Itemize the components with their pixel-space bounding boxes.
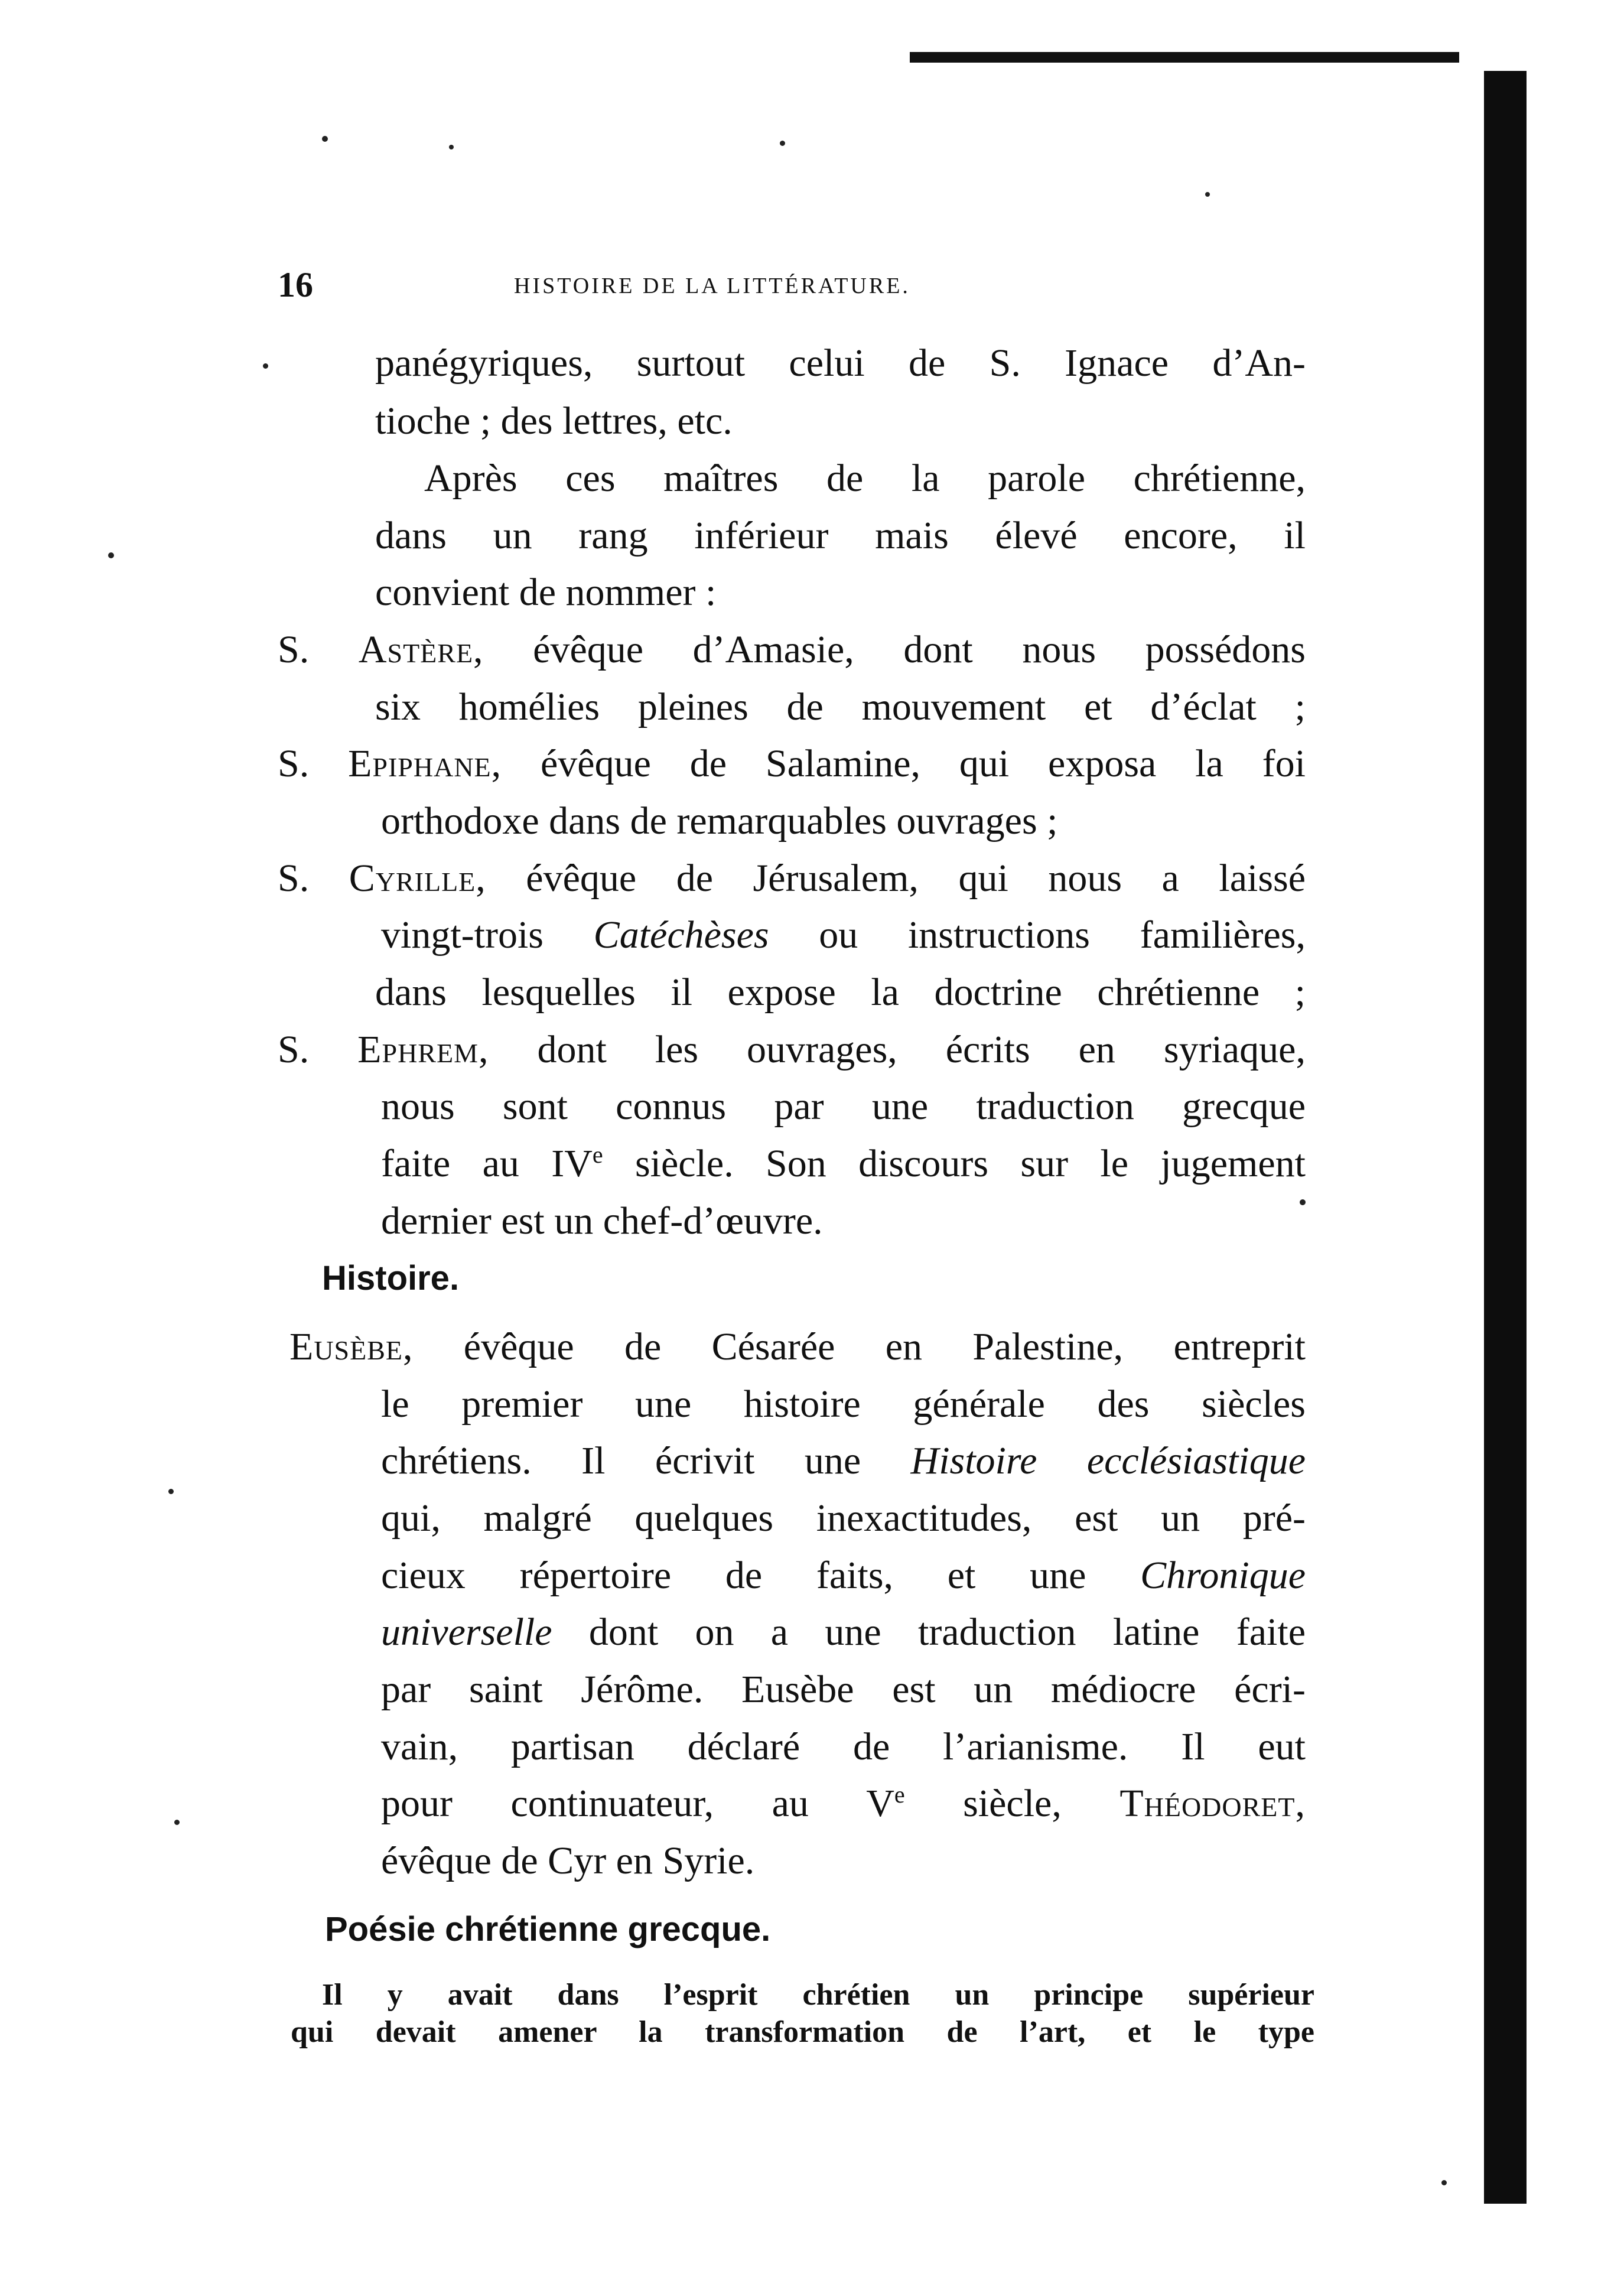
work-title: Histoire ecclésiastique bbox=[910, 1439, 1306, 1482]
entry-text: évêque de Salamine, qui exposa la foi bbox=[502, 742, 1306, 785]
entry-ephrem bbox=[278, 1023, 1306, 1076]
running-title: HISTOIRE DE LA LITTÉRATURE. bbox=[514, 274, 910, 298]
entry-lead: S. bbox=[278, 628, 359, 671]
text-line: vain, partisan déclaré de l’arianisme. Il eut bbox=[381, 1725, 1306, 1768]
text-line bbox=[381, 1137, 1306, 1190]
text-line: le premier une histoire générale des siècles bbox=[381, 1382, 1306, 1426]
text-span: siècle, bbox=[904, 1782, 1120, 1825]
superscript: e bbox=[894, 1781, 905, 1808]
section-heading-histoire: Histoire. bbox=[322, 1259, 460, 1297]
text-span: pour continuateur, au V bbox=[381, 1782, 894, 1825]
scan-speck bbox=[449, 145, 454, 149]
text-span: ou instructions familières, bbox=[769, 913, 1306, 957]
text-line: qui devait amener la transformation de l’art, et le type bbox=[291, 2015, 1314, 2049]
scan-speck bbox=[1441, 2180, 1447, 2185]
entry-epiphane bbox=[278, 737, 1306, 790]
text-line: panégyriques, surtout celui de S. Ignace d’An- bbox=[375, 341, 1306, 385]
work-title: universelle bbox=[381, 1611, 552, 1654]
author-name: Théodoret, bbox=[1119, 1782, 1306, 1825]
text-line: dans un rang inférieur mais élevé encore, il bbox=[375, 514, 1306, 557]
scan-speck bbox=[322, 136, 328, 142]
superscript: e bbox=[592, 1141, 603, 1168]
text-line: dernier est un chef-d’œuvre. bbox=[381, 1199, 823, 1242]
text-span: chrétiens. Il écrivit une bbox=[381, 1439, 911, 1482]
author-name: Epiphane, bbox=[348, 742, 502, 785]
text-line: qui, malgré quelques inexactitudes, est un pré- bbox=[381, 1497, 1306, 1540]
work-title: Catéchèses bbox=[593, 913, 769, 957]
scan-speck bbox=[1300, 1199, 1306, 1205]
author-name: Ephrem, bbox=[357, 1028, 489, 1071]
text-line: nous sont connus par une traduction grecque bbox=[381, 1085, 1306, 1128]
text-line: Après ces maîtres de la parole chrétienne, bbox=[424, 457, 1306, 500]
text-line bbox=[381, 1549, 1306, 1602]
text-line bbox=[381, 909, 1306, 962]
scan-speck bbox=[174, 1820, 180, 1825]
author-name: Cyrille, bbox=[349, 857, 486, 900]
text-line bbox=[381, 1434, 1306, 1488]
scan-border-right bbox=[1484, 71, 1527, 2204]
work-title: Chronique bbox=[1140, 1554, 1306, 1597]
text-span: dont on a une traduction latine faite bbox=[552, 1611, 1306, 1654]
text-line: par saint Jérôme. Eusèbe est un médiocre écri- bbox=[381, 1668, 1306, 1711]
text-line: convient de nommer : bbox=[375, 571, 717, 614]
entry-astere bbox=[278, 623, 1306, 676]
text-line: six homélies pleines de mouvement et d’éclat ; bbox=[375, 685, 1306, 728]
text-span: faite au IV bbox=[381, 1142, 593, 1185]
entry-lead: S. bbox=[278, 857, 349, 900]
scan-speck bbox=[1205, 192, 1210, 197]
entry-text: dont les ouvrages, écrits en syriaque, bbox=[489, 1028, 1306, 1071]
text-line: orthodoxe dans de remarquables ouvrages ; bbox=[381, 799, 1058, 842]
text-line bbox=[381, 1777, 1306, 1830]
entry-lead: S. bbox=[278, 742, 349, 785]
scan-border-top bbox=[910, 52, 1459, 63]
text-span: cieux répertoire de faits, et une bbox=[381, 1554, 1141, 1597]
text-line: Il y avait dans l’esprit chrétien un principe supérieur bbox=[322, 1978, 1314, 2012]
scan-speck bbox=[168, 1489, 174, 1494]
author-name: Astère, bbox=[358, 628, 484, 671]
scan-speck bbox=[263, 363, 268, 369]
text-span: siècle. Son discours sur le jugement bbox=[603, 1142, 1306, 1185]
text-line: tioche ; des lettres, etc. bbox=[375, 399, 733, 443]
scan-speck bbox=[780, 141, 785, 146]
section-heading-poesie: Poésie chrétienne grecque. bbox=[325, 1910, 771, 1948]
text-span: vingt-trois bbox=[381, 913, 594, 957]
author-name: Eusèbe, bbox=[289, 1325, 414, 1368]
entry-text: évêque de Césarée en Palestine, entreprit bbox=[413, 1325, 1306, 1368]
page-number: 16 bbox=[278, 265, 313, 304]
entry-text: évêque d’Amasie, dont nous possédons bbox=[483, 628, 1306, 671]
scan-speck bbox=[108, 552, 114, 558]
running-header bbox=[278, 265, 1400, 312]
text-line: évêque de Cyr en Syrie. bbox=[381, 1839, 755, 1882]
text-line: dans lesquelles il expose la doctrine chrétienne ; bbox=[375, 971, 1306, 1014]
entry-eusebe bbox=[289, 1320, 1306, 1374]
entry-cyrille bbox=[278, 852, 1306, 905]
text-line bbox=[381, 1606, 1306, 1659]
entry-lead: S. bbox=[278, 1028, 358, 1071]
entry-text: évêque de Jérusalem, qui nous a laissé bbox=[486, 857, 1306, 900]
